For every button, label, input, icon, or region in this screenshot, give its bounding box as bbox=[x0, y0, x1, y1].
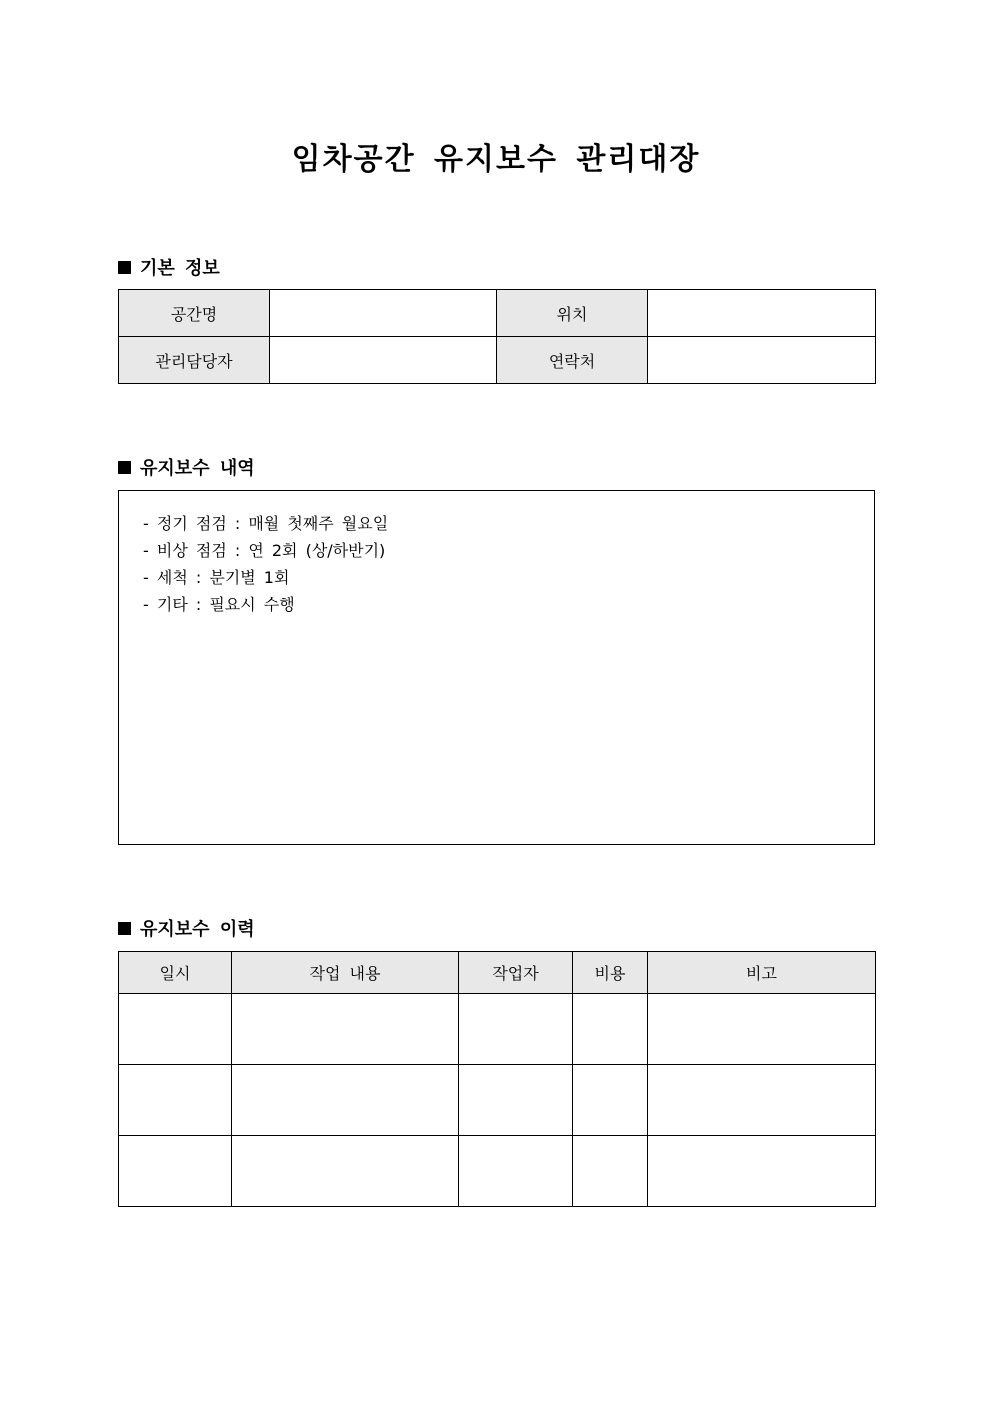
work-content-cell[interactable] bbox=[232, 1136, 459, 1207]
space-name-label: 공간명 bbox=[119, 290, 270, 337]
column-header-date: 일시 bbox=[119, 952, 232, 994]
document-title: 임차공간 유지보수 관리대장 bbox=[291, 142, 701, 177]
space-name-field[interactable] bbox=[270, 290, 497, 337]
table-row bbox=[119, 1065, 876, 1136]
square-bullet-icon bbox=[118, 461, 131, 474]
worker-cell[interactable] bbox=[459, 994, 573, 1065]
contact-field[interactable] bbox=[648, 337, 876, 384]
cost-cell[interactable] bbox=[573, 1136, 648, 1207]
basic-info-heading-label: 기본 정보 bbox=[140, 258, 220, 279]
date-cell[interactable] bbox=[119, 994, 232, 1065]
notes-cell[interactable] bbox=[648, 1136, 876, 1207]
work-content-cell[interactable] bbox=[232, 994, 459, 1065]
square-bullet-icon bbox=[118, 261, 131, 274]
list-item: - 정기 점검 : 매월 첫째주 월요일 bbox=[143, 514, 389, 533]
manager-label: 관리담당자 bbox=[119, 337, 270, 384]
notes-cell[interactable] bbox=[648, 994, 876, 1065]
location-label: 위치 bbox=[497, 290, 648, 337]
location-field[interactable] bbox=[648, 290, 876, 337]
date-cell[interactable] bbox=[119, 1065, 232, 1136]
worker-cell[interactable] bbox=[459, 1136, 573, 1207]
maintenance-heading-label: 유지보수 내역 bbox=[140, 458, 255, 479]
table-row bbox=[119, 337, 876, 384]
maintenance-list bbox=[119, 491, 874, 618]
manager-field[interactable] bbox=[270, 337, 497, 384]
column-header-work-content: 작업 내용 bbox=[232, 952, 459, 994]
work-content-cell[interactable] bbox=[232, 1065, 459, 1136]
maintenance-details-box[interactable] bbox=[118, 490, 875, 845]
contact-label: 연락처 bbox=[497, 337, 648, 384]
list-item: - 비상 점검 : 연 2회 (상/하반기) bbox=[143, 541, 386, 560]
column-header-notes: 비고 bbox=[648, 952, 876, 994]
history-heading-label: 유지보수 이력 bbox=[140, 919, 255, 940]
cost-cell[interactable] bbox=[573, 1065, 648, 1136]
table-row bbox=[119, 1136, 876, 1207]
table-row bbox=[119, 994, 876, 1065]
column-header-worker: 작업자 bbox=[459, 952, 573, 994]
worker-cell[interactable] bbox=[459, 1065, 573, 1136]
basic-info-table bbox=[118, 289, 876, 384]
column-header-cost: 비용 bbox=[573, 952, 648, 994]
history-table bbox=[118, 951, 876, 1207]
list-item: - 세척 : 분기별 1회 bbox=[143, 568, 290, 587]
basic-info-heading bbox=[118, 254, 220, 280]
table-header-row bbox=[119, 952, 876, 994]
maintenance-heading bbox=[118, 454, 255, 480]
square-bullet-icon bbox=[118, 922, 131, 935]
date-cell[interactable] bbox=[119, 1136, 232, 1207]
table-row bbox=[119, 290, 876, 337]
notes-cell[interactable] bbox=[648, 1065, 876, 1136]
list-item: - 기타 : 필요시 수행 bbox=[143, 595, 295, 614]
cost-cell[interactable] bbox=[573, 994, 648, 1065]
history-heading bbox=[118, 915, 255, 941]
